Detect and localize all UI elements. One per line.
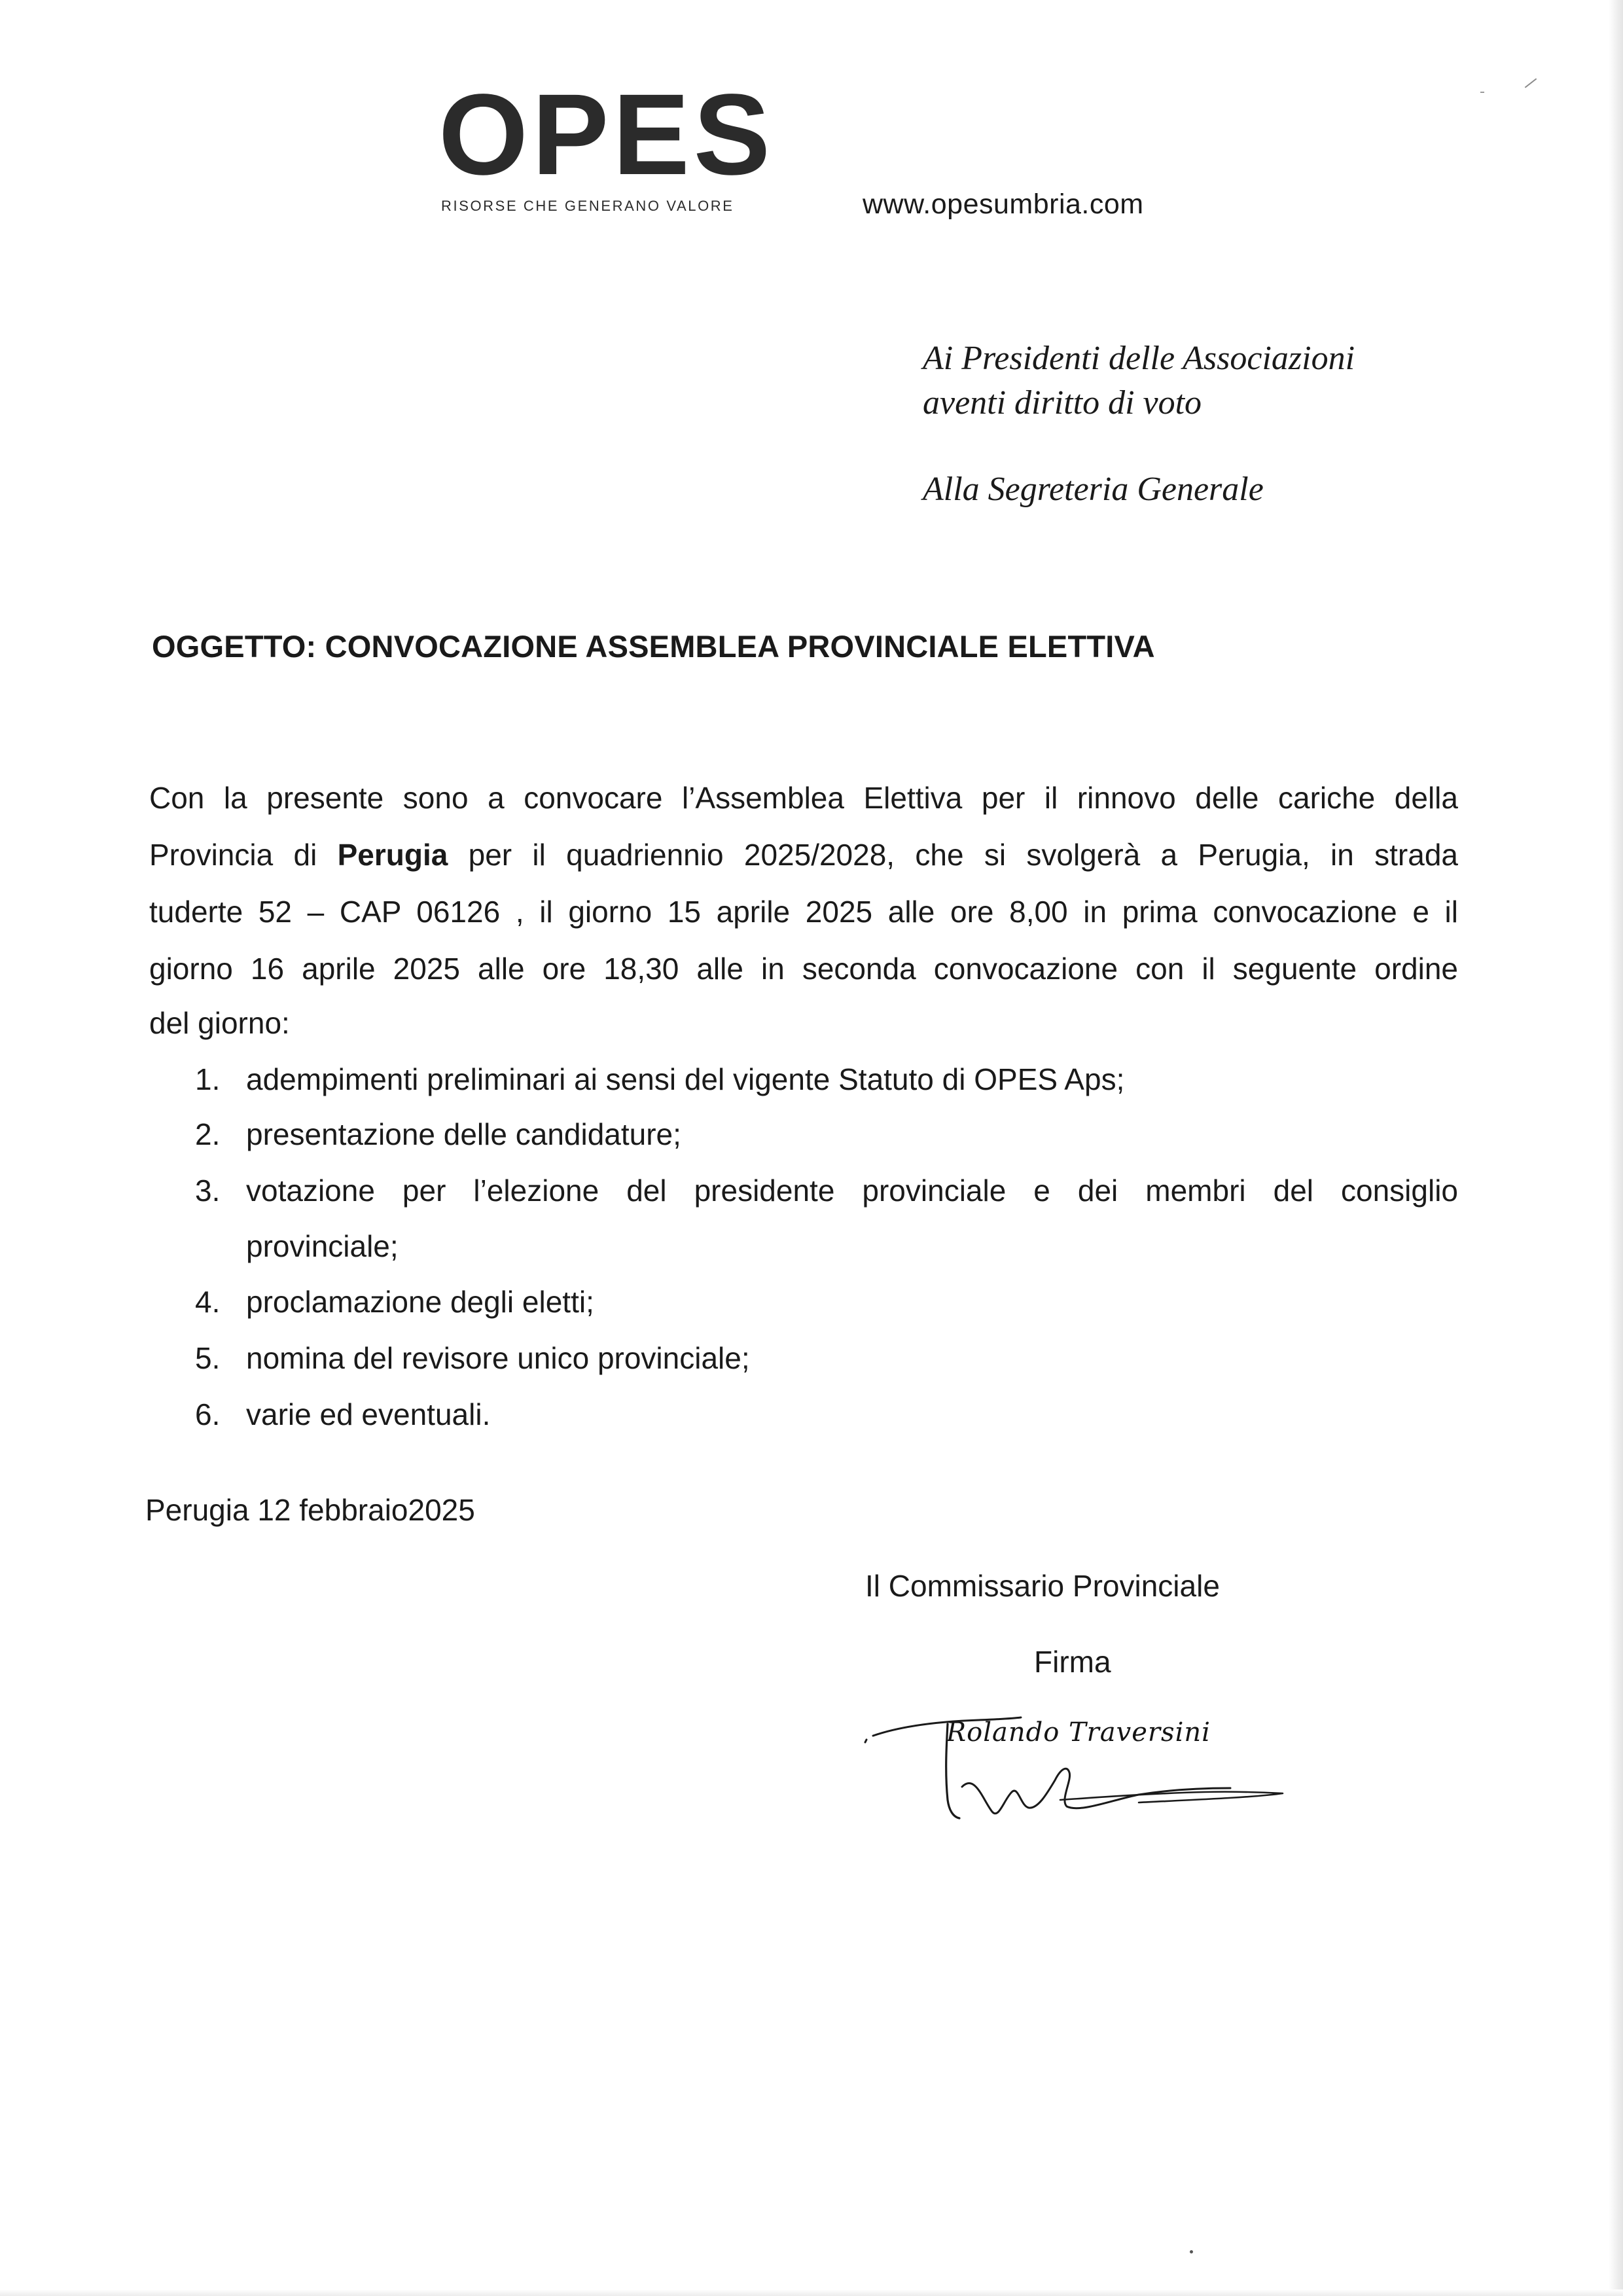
agenda-item: proclamazione degli eletti; [246, 1285, 594, 1319]
agenda-number: 6. [195, 1397, 221, 1431]
signature-label: Firma [1034, 1645, 1111, 1679]
scan-speck [1190, 2250, 1193, 2253]
signature-stroke [865, 1740, 866, 1742]
opes-logo: OPES [438, 71, 775, 199]
agenda-number: 4. [195, 1285, 221, 1319]
body-text: per il quadriennio 2025/2028, che si svolgerà a Perugia, in strada [448, 838, 1458, 872]
agenda-item: adempimenti preliminari ai sensi del vigente Statuto di OPES Aps; [246, 1062, 1125, 1096]
handwritten-signature [864, 1702, 1322, 1833]
place-and-date: Perugia 12 febbraio2025 [145, 1493, 475, 1527]
scan-mark [1525, 78, 1537, 88]
recipient-line-3: Alla Segreteria Generale [923, 471, 1264, 508]
agenda-item-continuation: provinciale; [246, 1229, 399, 1263]
agenda-item: varie ed eventuali. [246, 1397, 491, 1431]
body-line-5: del giorno: [149, 1006, 290, 1040]
agenda-number: 3. [195, 1174, 221, 1208]
agenda-item: nomina del revisore unico provinciale; [246, 1341, 750, 1375]
body-line-2 [149, 837, 1458, 872]
scan-mark-dot [1480, 92, 1484, 93]
body-line-3: tuderte 52 – CAP 06126 , il giorno 15 aprile 2025 alle ore 8,00 in prima convocazione e il [149, 895, 1458, 929]
agenda-number: 1. [195, 1062, 221, 1096]
agenda-number: 5. [195, 1341, 221, 1375]
signature-stroke [962, 1768, 1230, 1814]
agenda-item: votazione per l’elezione del presidente provinciale e dei membri del consiglio [246, 1174, 1458, 1208]
signer-role: Il Commissario Provinciale [865, 1569, 1220, 1603]
agenda-number: 2. [195, 1117, 221, 1151]
scan-edge-bottom [0, 2289, 1623, 2296]
logo-tagline: RISORSE CHE GENERANO VALORE [441, 198, 734, 214]
signed-name: Rolando Traversini [946, 1717, 1211, 1748]
body-line-4: giorno 16 aprile 2025 alle ore 18,30 alle in seconda convocazione con il seguente ordine [149, 952, 1458, 986]
recipient-line-1: Ai Presidenti delle Associazioni [923, 340, 1355, 377]
scan-edge-right [1609, 0, 1623, 2296]
province-name: Perugia [337, 838, 448, 872]
subject-heading: OGGETTO: CONVOCAZIONE ASSEMBLEA PROVINCIALE ELETTIVA [152, 629, 1155, 664]
body-text: Provincia di [149, 838, 338, 872]
signature-stroke [946, 1724, 959, 1818]
signature-stroke [1060, 1792, 1283, 1803]
recipient-line-2: aventi diritto di voto [923, 384, 1202, 422]
agenda-item: presentazione delle candidature; [246, 1117, 681, 1151]
body-line-1: Con la presente sono a convocare l’Assemblea Elettiva per il rinnovo delle cariche della [149, 781, 1458, 815]
website-url: www.opesumbria.com [863, 188, 1144, 220]
